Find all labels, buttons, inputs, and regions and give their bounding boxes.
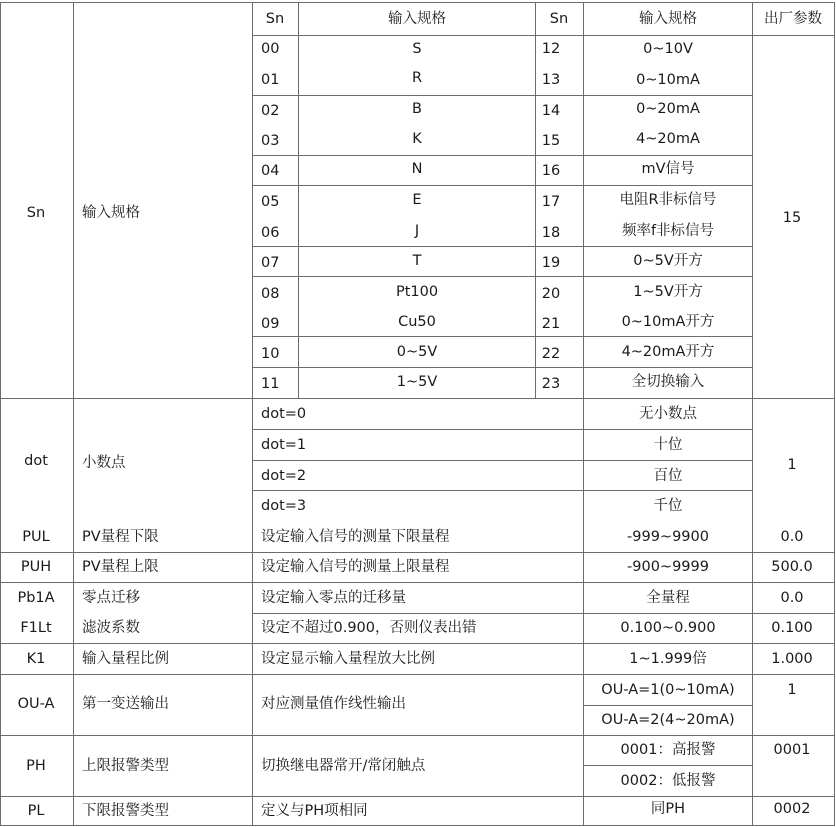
param-name: 零点迁移 bbox=[82, 590, 140, 606]
param-desc: 设定不超过0.900，否则仪表出错 bbox=[261, 620, 477, 636]
spec-sn: 01 bbox=[261, 72, 280, 88]
spec-sn: 10 bbox=[261, 346, 280, 362]
header-sn-2: Sn bbox=[549, 11, 569, 27]
param-desc: 设定输入零点的迁移量 bbox=[261, 590, 406, 606]
param-code: PUL bbox=[22, 529, 50, 545]
spec-type: 4~20mA bbox=[636, 131, 700, 147]
spec-type: 频率f非标信号 bbox=[621, 223, 715, 239]
spec-type: T bbox=[412, 253, 422, 269]
param-code: Sn bbox=[26, 205, 46, 221]
option-value: OU-A=1(0~10mA) bbox=[601, 682, 735, 698]
param-code: Pb1A bbox=[17, 590, 55, 606]
param-desc: 设定显示输入量程放大比例 bbox=[261, 651, 435, 667]
spec-type: 1~5V bbox=[396, 374, 438, 390]
spec-sn: 18 bbox=[541, 225, 561, 241]
param-desc: 定义与PH项相同 bbox=[261, 803, 368, 819]
dot-setting: dot=1 bbox=[261, 437, 307, 453]
factory-value: 15 bbox=[782, 210, 802, 226]
param-range: 1~1.999倍 bbox=[629, 651, 707, 667]
factory-value: 1 bbox=[787, 457, 797, 473]
param-desc: 切换继电器常开/常闭触点 bbox=[261, 758, 426, 774]
spec-type: 0~20mA bbox=[636, 101, 700, 117]
dot-setting: dot=0 bbox=[261, 406, 307, 422]
param-code: PH bbox=[26, 758, 46, 774]
param-code: F1Lt bbox=[20, 620, 52, 636]
spec-sn: 02 bbox=[261, 103, 280, 119]
param-name: 第一变送输出 bbox=[82, 696, 169, 712]
spec-type: 4~20mA开方 bbox=[621, 344, 715, 360]
spec-sn: 09 bbox=[261, 316, 280, 332]
param-code: K1 bbox=[26, 651, 46, 667]
option-value: 0001：高报警 bbox=[620, 742, 716, 758]
param-name: 小数点 bbox=[82, 455, 126, 471]
spec-sn: 22 bbox=[541, 346, 561, 362]
dot-setting: dot=3 bbox=[261, 498, 307, 514]
header-spec-1: 输入规格 bbox=[388, 11, 446, 27]
param-range: 0.100~0.900 bbox=[620, 620, 716, 636]
spec-sn: 03 bbox=[261, 133, 280, 149]
param-desc: 设定输入信号的测量上限量程 bbox=[261, 559, 450, 575]
spec-type: E bbox=[412, 192, 422, 208]
param-desc: 对应测量值作线性输出 bbox=[261, 696, 406, 712]
factory-value: 0002 bbox=[773, 801, 811, 817]
spec-sn: 00 bbox=[261, 41, 280, 57]
spec-sn: 12 bbox=[541, 41, 561, 57]
spec-type: 0~10mA bbox=[636, 72, 700, 88]
param-name: 输入规格 bbox=[82, 205, 140, 221]
param-name: 输入量程比例 bbox=[82, 651, 169, 667]
param-code: dot bbox=[24, 453, 48, 469]
spec-sn: 13 bbox=[541, 72, 561, 88]
spec-sn: 19 bbox=[541, 255, 561, 271]
param-range: -999~9900 bbox=[627, 529, 709, 545]
param-range: 同PH bbox=[650, 801, 686, 817]
spec-type: B bbox=[412, 101, 422, 117]
header-spec-2: 输入规格 bbox=[639, 11, 697, 27]
spec-sn: 04 bbox=[261, 163, 280, 179]
spec-type: 1~5V开方 bbox=[633, 284, 703, 300]
option-value: 0002：低报警 bbox=[620, 773, 716, 789]
param-code: OU-A bbox=[17, 696, 55, 712]
spec-type: Pt100 bbox=[395, 284, 439, 300]
spec-type: N bbox=[411, 161, 423, 177]
param-name: 下限报警类型 bbox=[82, 803, 169, 819]
dot-meaning: 十位 bbox=[653, 437, 683, 453]
spec-sn: 21 bbox=[541, 316, 561, 332]
spec-sn: 08 bbox=[261, 286, 280, 302]
spec-sn: 17 bbox=[541, 194, 561, 210]
factory-value: 0.100 bbox=[771, 620, 813, 636]
spec-type: R bbox=[411, 70, 423, 86]
spec-type: 0~10mA开方 bbox=[621, 314, 715, 330]
spec-type: K bbox=[412, 131, 422, 147]
spec-sn: 11 bbox=[261, 376, 280, 392]
dot-meaning: 百位 bbox=[653, 468, 683, 484]
param-range: -900~9999 bbox=[627, 559, 709, 575]
spec-sn: 05 bbox=[261, 194, 280, 210]
param-name: 滤波系数 bbox=[82, 620, 140, 636]
option-value: OU-A=2(4~20mA) bbox=[601, 712, 735, 728]
header-sn-1: Sn bbox=[265, 11, 285, 27]
param-code: PUH bbox=[20, 559, 52, 575]
spec-sn: 15 bbox=[541, 133, 561, 149]
factory-value: 0001 bbox=[773, 742, 811, 758]
header-factory: 出厂参数 bbox=[764, 11, 822, 27]
spec-sn: 07 bbox=[261, 255, 280, 271]
param-name: PV量程上限 bbox=[82, 559, 159, 575]
spec-sn: 16 bbox=[541, 163, 561, 179]
spec-sn: 06 bbox=[261, 225, 280, 241]
factory-value: 1 bbox=[787, 682, 797, 698]
spec-type: Cu50 bbox=[398, 314, 436, 330]
param-range: 全量程 bbox=[646, 590, 690, 606]
factory-value: 0.0 bbox=[780, 529, 804, 545]
spec-type: 全切换输入 bbox=[631, 374, 705, 390]
spec-type: 电阻R非标信号 bbox=[619, 192, 717, 208]
spec-type: S bbox=[412, 41, 422, 57]
spec-type: 0~10V bbox=[643, 41, 693, 57]
factory-value: 1.000 bbox=[771, 651, 813, 667]
spec-type: J bbox=[414, 223, 420, 239]
factory-value: 500.0 bbox=[771, 559, 813, 575]
dot-meaning: 无小数点 bbox=[639, 406, 697, 422]
dot-setting: dot=2 bbox=[261, 468, 307, 484]
param-desc: 设定输入信号的测量下限量程 bbox=[261, 529, 450, 545]
spec-type: 0~5V bbox=[396, 344, 438, 360]
spec-sn: 20 bbox=[541, 286, 561, 302]
factory-value: 0.0 bbox=[780, 590, 804, 606]
spec-sn: 23 bbox=[541, 376, 561, 392]
spec-sn: 14 bbox=[541, 103, 561, 119]
param-code: PL bbox=[27, 803, 45, 819]
spec-type: mV信号 bbox=[641, 161, 695, 177]
param-name: PV量程下限 bbox=[82, 529, 159, 545]
dot-meaning: 千位 bbox=[653, 498, 683, 514]
param-name: 上限报警类型 bbox=[82, 758, 169, 774]
spec-type: 0~5V开方 bbox=[633, 253, 703, 269]
